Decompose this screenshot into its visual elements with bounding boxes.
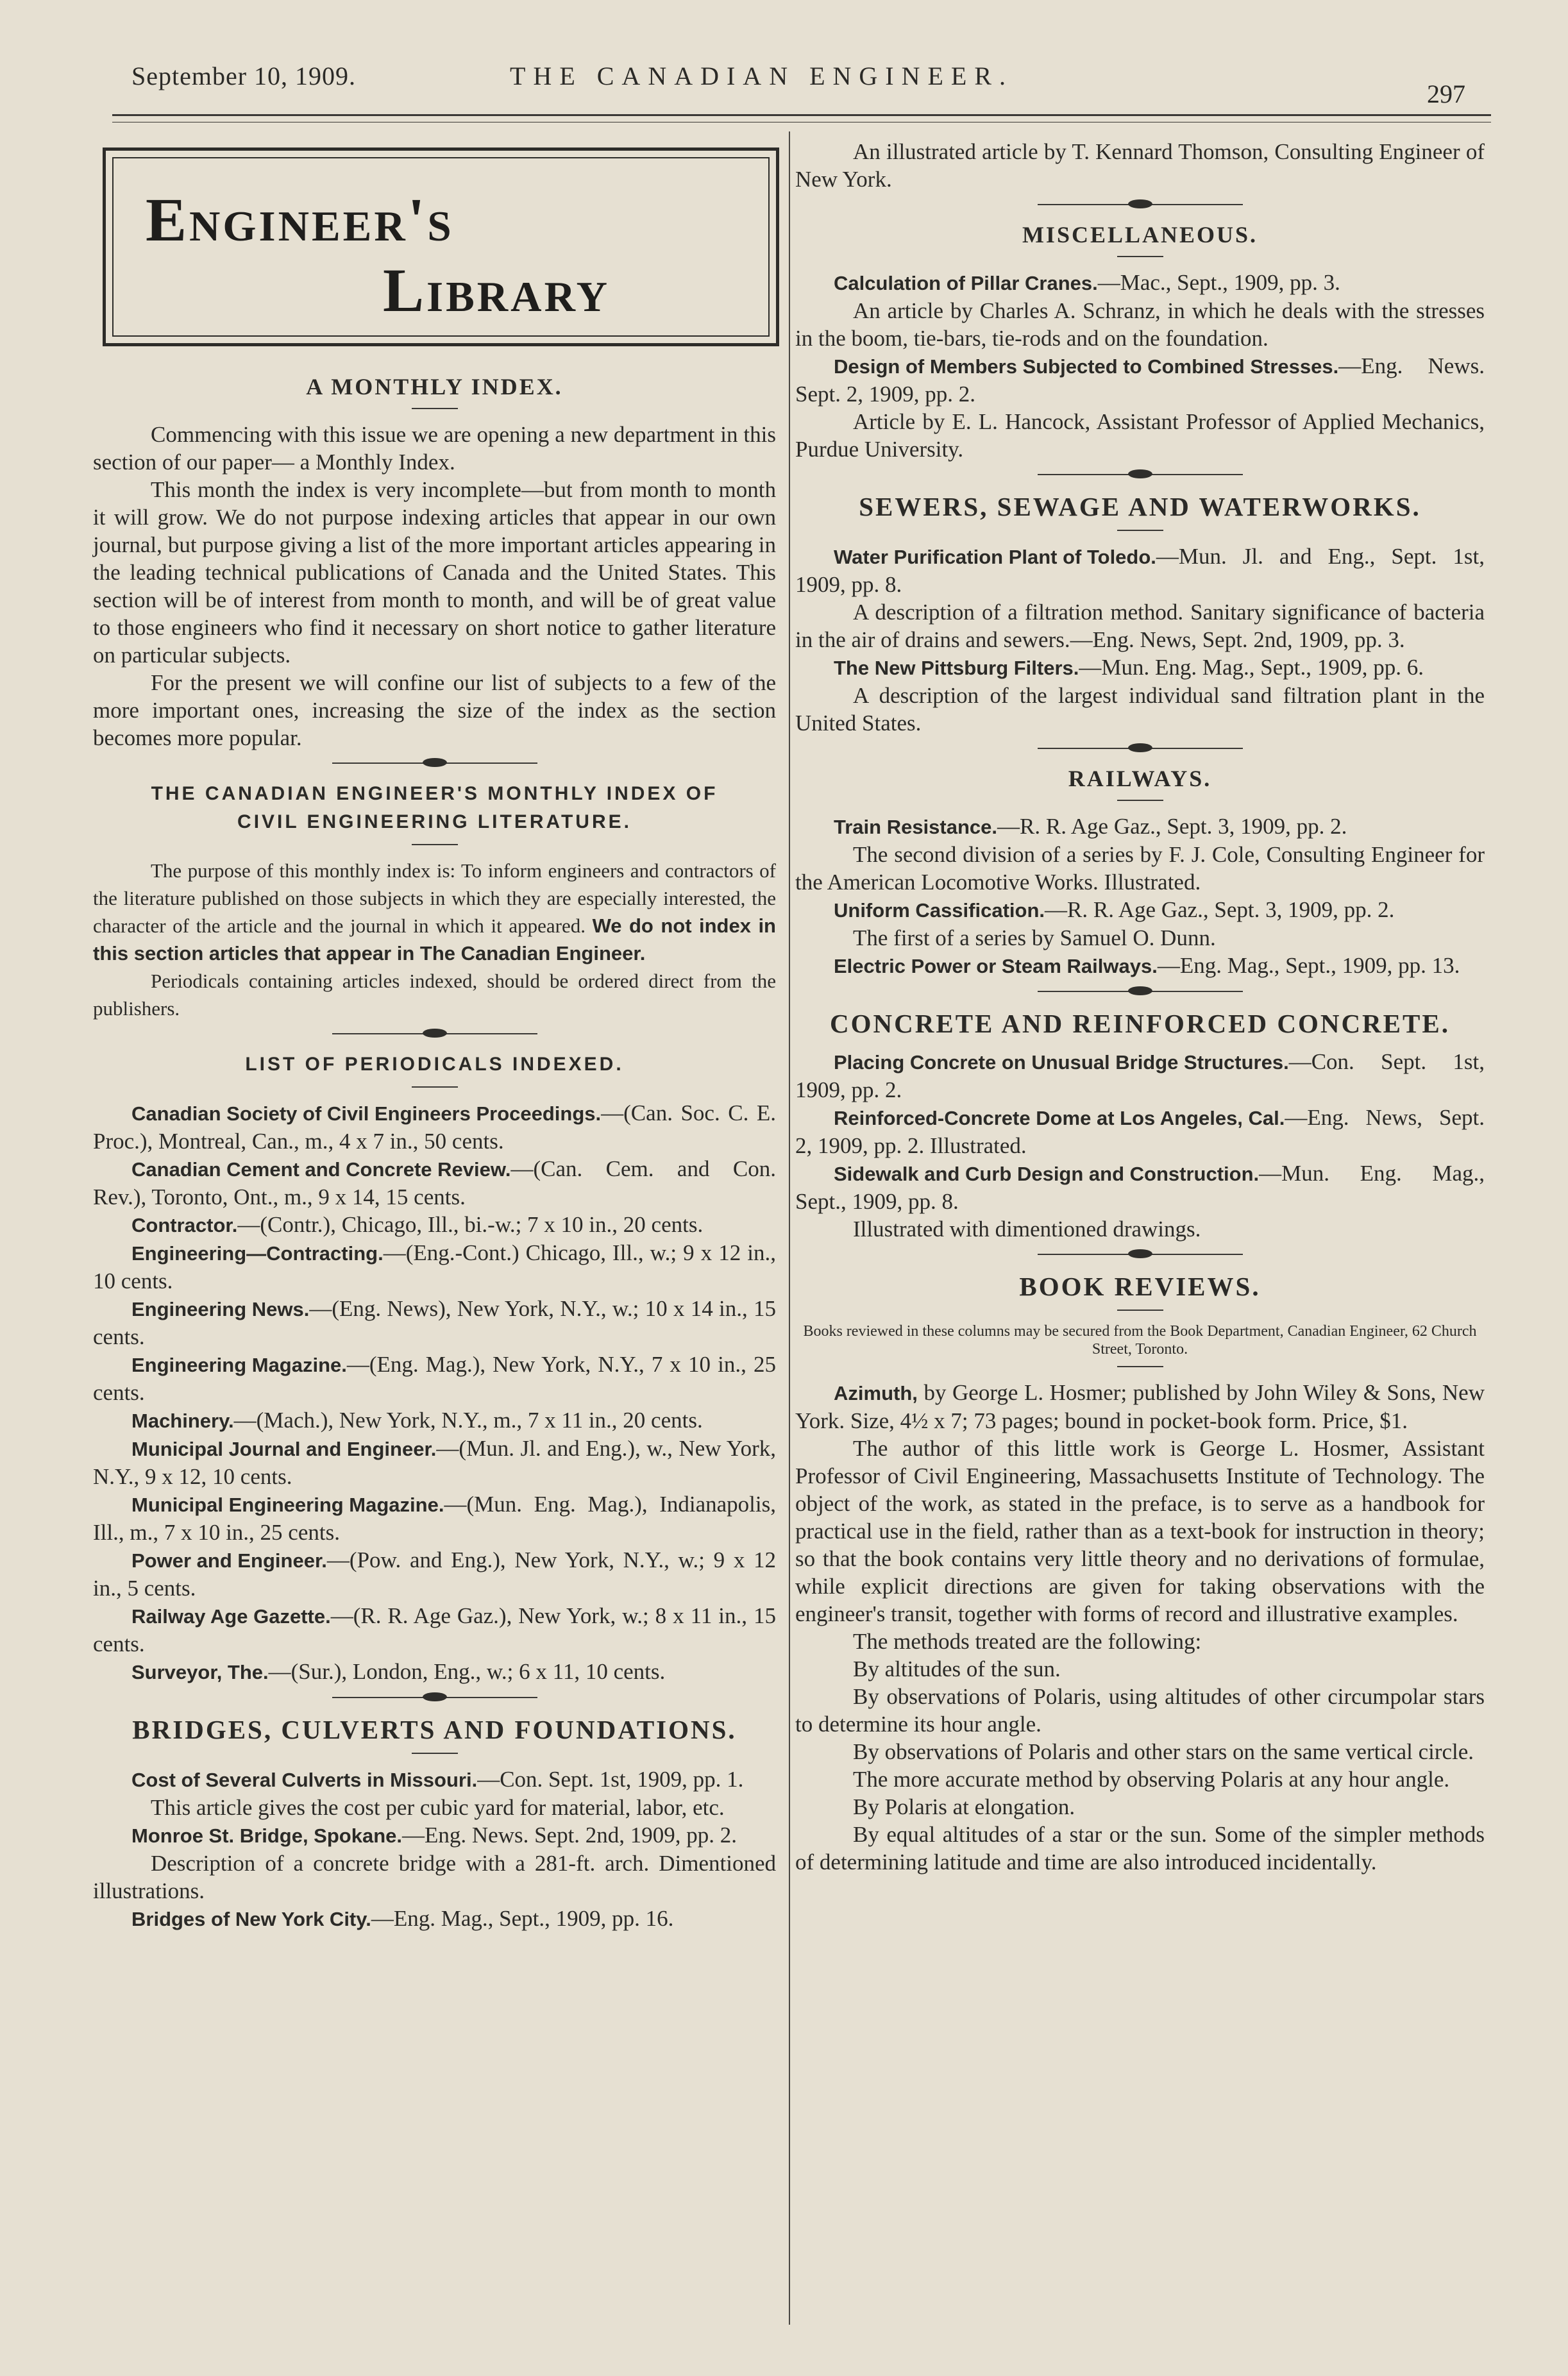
article-entry xyxy=(795,352,1485,408)
article-title: Calculation of Pillar Cranes. xyxy=(834,272,1098,294)
article-description: Description of a concrete bridge with a 281-ft. arch. Dimentioned illustrations. xyxy=(93,1851,776,1903)
monthly-index-heading: A MONTHLY INDEX. xyxy=(306,374,563,400)
article-reference: —R. R. Age Gaz., Sept. 3, 1909, pp. 2. xyxy=(997,814,1347,839)
article-entry xyxy=(93,1765,776,1794)
periodicals-heading: LIST OF PERIODICALS INDEXED. xyxy=(245,1054,624,1075)
periodical-title: Surveyor, The. xyxy=(131,1661,269,1683)
article-entry xyxy=(795,653,1485,682)
periodicals-list xyxy=(93,1099,776,1686)
bridges-heading: BRIDGES, CULVERTS AND FOUNDATIONS. xyxy=(132,1715,737,1744)
section-masthead xyxy=(103,147,779,346)
periodical-details: —(Pow. and Eng.), New York, N.Y., w.; 9 x 12 in., 5 cents. xyxy=(93,1547,776,1601)
article-title: Water Purification Plant of Toledo. xyxy=(834,546,1156,568)
ornament-divider xyxy=(1038,1247,1243,1262)
article-reference: —Eng. Mag., Sept., 1909, pp. 13. xyxy=(1157,953,1460,978)
railways-heading: RAILWAYS. xyxy=(1068,766,1212,791)
article-description: The second division of a series by F. J. Cole, Consulting Engineer for the American Locomotive Works. Illustrated. xyxy=(795,842,1485,895)
book-department-note: Books reviewed in these columns may be secured from the Book Department, Canadian Engineer, 62 Church Street, Toronto. xyxy=(803,1323,1477,1358)
ce-index-heading-line-2: CIVIL ENGINEERING LITERATURE. xyxy=(237,811,632,832)
periodical-title: Canadian Society of Civil Engineers Proceedings. xyxy=(131,1102,602,1125)
article-description: A description of the largest individual sand filtration plant in the United States. xyxy=(795,683,1485,736)
periodical-title: Canadian Cement and Concrete Review. xyxy=(131,1158,511,1181)
list-item xyxy=(93,1155,776,1211)
book-reviews-heading: BOOK REVIEWS. xyxy=(1019,1272,1261,1301)
article-description: An illustrated article by T. Kennard Thomson, Consulting Engineer of New York. xyxy=(795,139,1485,192)
article-title: Sidewalk and Curb Design and Construction. xyxy=(834,1163,1260,1185)
heading-rule xyxy=(412,1086,458,1088)
ornament-divider xyxy=(1038,467,1243,482)
article-title: Reinforced-Concrete Dome at Los Angeles, Cal. xyxy=(834,1107,1285,1129)
review-paragraph: The author of this little work is George L. Hosmer, Assistant Professor of Civil Engineering, Massachusetts Institute of Technology. The object of the work, as stated in the preface, is to serve as a handbook for practical use in the field, rather than as a text-book for instruction in theory; so that the book contains very little theory and no derivations of formulae, while explicit directions are given for taking observations with the engineer's transit, together with forms of record and illustrative examples. xyxy=(795,1436,1485,1626)
paragraph: Commencing with this issue we are opening a new department in this section of our paper— a Monthly Index. xyxy=(93,422,776,475)
list-item xyxy=(93,1658,776,1686)
article-description: An article by Charles A. Schranz, in which he deals with the stresses in the boom, tie-bars, tie-rods and on the foundation. xyxy=(795,298,1485,351)
periodical-details: —(Eng.-Cont.) Chicago, Ill., w.; 9 x 12 in., 10 cents. xyxy=(93,1240,776,1293)
article-reference: —Mac., Sept., 1909, pp. 3. xyxy=(1097,270,1340,295)
issue-date: September 10, 1909. xyxy=(131,62,357,90)
book-entry xyxy=(795,1379,1485,1435)
article-title: Uniform Cassification. xyxy=(834,899,1045,922)
article-description: A description of a filtration method. Sanitary significance of bacteria in the air of drains and sewers.—Eng. News, Sept. 2nd, 1909, pp. 3. xyxy=(795,600,1485,652)
periodical-title: Power and Engineer. xyxy=(131,1549,327,1572)
article-reference: —Con. Sept. 1st, 1909, pp. 1. xyxy=(477,1767,744,1792)
review-method: By equal altitudes of a star or the sun. Some of the simpler methods of determining latitude and time are also introduced incidentally. xyxy=(795,1822,1485,1875)
periodical-title: Engineering Magazine. xyxy=(131,1354,347,1376)
article-entry xyxy=(795,269,1485,297)
list-item xyxy=(93,1211,776,1239)
article-entry xyxy=(795,1048,1485,1104)
article-reference: —Mun. Eng. Mag., Sept., 1909, pp. 8. xyxy=(795,1161,1485,1214)
periodical-title: Machinery. xyxy=(131,1410,234,1432)
article-entry xyxy=(795,952,1485,980)
periodical-title: Municipal Engineering Magazine. xyxy=(131,1494,444,1516)
periodical-details: —(Mun. Eng. Mag.), Indianapolis, Ill., m., 7 x 10 in., 25 cents. xyxy=(93,1492,776,1545)
article-reference: —Mun. Eng. Mag., Sept., 1909, pp. 6. xyxy=(1079,655,1424,680)
article-title: Train Resistance. xyxy=(834,816,998,838)
list-item xyxy=(93,1435,776,1490)
right-column xyxy=(795,138,1485,1876)
heading-rule xyxy=(1117,1310,1163,1311)
article-title: The New Pittsburg Filters. xyxy=(834,657,1079,679)
heading-rule xyxy=(1117,256,1163,257)
article-reference: —Eng. Mag., Sept., 1909, pp. 16. xyxy=(371,1906,674,1931)
review-method: The more accurate method by observing Polaris at any hour angle. xyxy=(853,1767,1450,1792)
periodical-title: Railway Age Gazette. xyxy=(131,1605,331,1628)
article-reference: —R. R. Age Gaz., Sept. 3, 1909, pp. 2. xyxy=(1045,897,1395,922)
article-reference: —Eng. News, Sept. 2, 1909, pp. 2. Illustrated. xyxy=(795,1105,1485,1158)
list-item xyxy=(93,1406,776,1435)
periodical-title: Engineering—Contracting. xyxy=(131,1242,384,1265)
miscellaneous-heading: MISCELLANEOUS. xyxy=(1022,222,1258,248)
page-number: 297 xyxy=(1427,80,1465,108)
purpose-text: The purpose of this monthly index is: To inform engineers and contractors of the literature published on those subjects in which they are especially interested, the character of the article and the journal in which it appeared. xyxy=(93,859,776,937)
article-entry xyxy=(795,543,1485,598)
periodical-details: —(Contr.), Chicago, Ill., bi.-w.; 7 x 10 in., 20 cents. xyxy=(237,1212,704,1237)
article-entry xyxy=(795,1159,1485,1215)
periodical-details: —(Eng. Mag.), New York, N.Y., 7 x 10 in., 25 cents. xyxy=(93,1352,776,1405)
article-description: The first of a series by Samuel O. Dunn. xyxy=(853,925,1216,950)
periodical-details: —(Mun. Jl. and Eng.), w., New York, N.Y., 9 x 12, 10 cents. xyxy=(93,1436,776,1489)
journal-title: THE CANADIAN ENGINEER. xyxy=(510,62,1014,90)
periodical-details: —(R. R. Age Gaz.), New York, w.; 8 x 11 in., 15 cents. xyxy=(93,1603,776,1656)
article-reference: —Eng. News. Sept. 2nd, 1909, pp. 2. xyxy=(402,1823,738,1848)
heading-rule xyxy=(1117,800,1163,801)
article-title: Electric Power or Steam Railways. xyxy=(834,955,1158,977)
paragraph: For the present we will confine our list of subjects to a few of the more important ones, increasing the size of the index as the section becomes more popular. xyxy=(93,670,776,750)
list-item xyxy=(93,1295,776,1351)
ornament-divider xyxy=(332,1690,537,1705)
ce-index-heading xyxy=(93,780,776,836)
review-method: By observations of Polaris and other stars on the same vertical circle. xyxy=(853,1739,1474,1764)
list-item xyxy=(93,1351,776,1406)
book-title: Azimuth, xyxy=(834,1382,918,1404)
periodical-details: —(Eng. News), New York, N.Y., w.; 10 x 14 in., 15 cents. xyxy=(93,1296,776,1349)
ce-index-heading-line-1: THE CANADIAN ENGINEER'S MONTHLY INDEX OF xyxy=(151,783,718,804)
header-rule xyxy=(112,114,1491,116)
periodicals-note: Periodicals containing articles indexed, should be ordered direct from the publishers. xyxy=(93,970,776,1020)
periodical-details: —(Mach.), New York, N.Y., m., 7 x 11 in., 20 cents. xyxy=(233,1408,703,1433)
review-method: By Polaris at elongation. xyxy=(853,1794,1075,1819)
article-description: Article by E. L. Hancock, Assistant Professor of Applied Mechanics, Purdue University. xyxy=(795,409,1485,462)
list-item xyxy=(93,1546,776,1602)
article-reference: —Mun. Jl. and Eng., Sept. 1st, 1909, pp. 8. xyxy=(795,544,1485,597)
heading-rule xyxy=(1117,530,1163,531)
article-reference: —Eng. News. Sept. 2, 1909, pp. 2. xyxy=(795,353,1485,407)
article-description: This article gives the cost per cubic yard for material, labor, etc. xyxy=(151,1795,725,1820)
periodical-details: —(Can. Soc. C. E. Proc.), Montreal, Can., m., 4 x 7 in., 50 cents. xyxy=(93,1100,776,1154)
periodical-details: —(Sur.), London, Eng., w.; 6 x 11, 10 cents. xyxy=(268,1659,666,1684)
purpose-bold-text: We do not index in this section articles that appear in The Canadian Engineer. xyxy=(93,914,776,965)
list-item xyxy=(93,1239,776,1295)
article-reference: —Con. Sept. 1st, 1909, pp. 2. xyxy=(795,1049,1485,1102)
periodical-title: Engineering News. xyxy=(131,1298,310,1320)
column-divider xyxy=(789,131,790,2325)
review-paragraph: The methods treated are the following: xyxy=(853,1629,1202,1654)
periodical-details: —(Can. Cem. and Con. Rev.), Toronto, Ont., m., 9 x 14, 15 cents. xyxy=(93,1156,776,1209)
ornament-divider xyxy=(1038,741,1243,756)
article-entry xyxy=(795,896,1485,924)
periodical-title: Contractor. xyxy=(131,1214,238,1236)
masthead-line-2: Library xyxy=(383,256,610,324)
periodical-title: Municipal Journal and Engineer. xyxy=(131,1438,437,1460)
heading-rule xyxy=(412,1753,458,1754)
review-method: By altitudes of the sun. xyxy=(853,1656,1061,1681)
ornament-divider xyxy=(1038,984,1243,999)
article-title: Monroe St. Bridge, Spokane. xyxy=(131,1824,402,1847)
left-column xyxy=(93,138,776,1933)
paragraph: This month the index is very incomplete—but from month to month it will grow. We do not purpose indexing articles that appear in our own journal, but purpose giving a list of the more important articles appearing in the leading technical publications of Canada and the United States. This section will be of interest from month to month, and will be of great value to those engineers who find it necessary on short notice to gather literature on particular subjects. xyxy=(93,477,776,668)
article-entry xyxy=(93,1905,776,1933)
sewers-heading: SEWERS, SEWAGE AND WATERWORKS. xyxy=(859,492,1421,521)
heading-rule xyxy=(412,408,458,409)
book-details: by George L. Hosmer; published by John Wiley & Sons, New York. Size, 4½ x 7; 73 pages; bound in pocket-book form. Price, $1. xyxy=(795,1380,1485,1433)
article-title: Design of Members Subjected to Combined Stresses. xyxy=(834,355,1339,378)
list-item xyxy=(93,1490,776,1546)
ornament-divider xyxy=(332,1026,537,1041)
concrete-heading: CONCRETE AND REINFORCED CONCRETE. xyxy=(830,1009,1450,1038)
article-title: Cost of Several Culverts in Missouri. xyxy=(131,1769,478,1791)
article-entry xyxy=(795,1104,1485,1159)
ornament-divider xyxy=(1038,197,1243,212)
heading-rule xyxy=(412,844,458,845)
article-title: Placing Concrete on Unusual Bridge Structures. xyxy=(834,1051,1289,1074)
ornament-divider xyxy=(332,755,537,771)
page-header xyxy=(0,61,1568,112)
article-description: Illustrated with dimentioned drawings. xyxy=(853,1217,1201,1242)
article-title: Bridges of New York City. xyxy=(131,1908,371,1930)
masthead-line-1: Engineer's xyxy=(146,185,454,254)
heading-rule xyxy=(1117,1366,1163,1367)
review-method: By observations of Polaris, using altitudes of other circumpolar stars to determine its hour angle. xyxy=(795,1684,1485,1737)
list-item xyxy=(93,1602,776,1658)
masthead-frame xyxy=(112,157,770,337)
article-entry xyxy=(93,1821,776,1849)
purpose-paragraph xyxy=(93,857,776,967)
list-item xyxy=(93,1099,776,1155)
article-entry xyxy=(795,813,1485,841)
